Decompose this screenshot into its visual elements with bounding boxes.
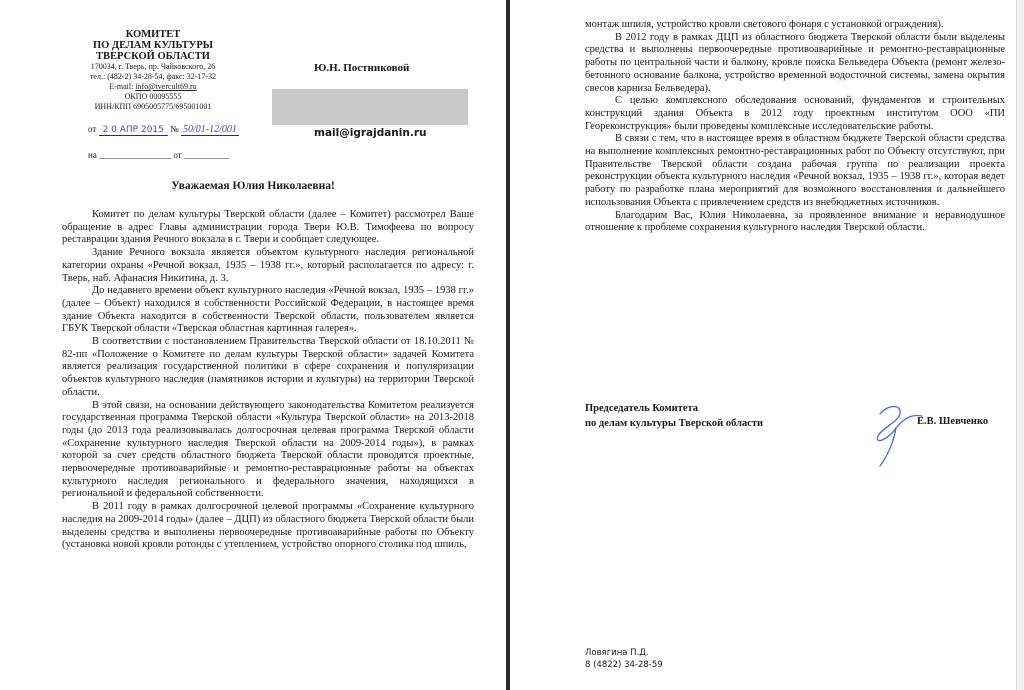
ref-prefix: на <box>88 150 97 160</box>
addressee-name: Ю.Н. Постниковой <box>314 62 410 74</box>
letter-page-1 <box>0 0 506 690</box>
signatory-name: Е.В. Шевченко <box>917 416 989 427</box>
letterhead <box>78 29 228 112</box>
org-okpo: ОКПО 00095555 <box>124 92 182 101</box>
reg-from-label: от <box>88 124 97 134</box>
org-name-line-2: ПО ДЕЛАМ КУЛЬТУРЫ <box>92 40 214 51</box>
redacted-block <box>272 89 468 125</box>
org-email-label: E-mail: <box>109 82 136 91</box>
paragraph: Благодарим Вас, Юлия Николаевна, за проявленное внимание и неравнодушное отношение к проблеме сохранения культурного наследия Тверской области. <box>585 209 1005 234</box>
org-phone: тел.: (482-2) 34-28-54, факс: 32-17-32 <box>89 72 217 81</box>
org-email-link[interactable]: info@tvercult69.ru <box>135 82 197 91</box>
ref-blank-1: ________________ <box>99 150 172 160</box>
letter-page-2 <box>510 0 1024 690</box>
paragraph: Здание Речного вокзала является объектом культурного наследия региональной категории охраны «Речной вокзал, 1935 – 1938 гг.», который располагается по адресу: г. Тверь, наб. Афанасия Никитина, д. 3. <box>62 247 474 284</box>
signatory-title <box>585 401 763 431</box>
signatory-title-line-1: Председатель Комитета <box>585 403 699 414</box>
reg-number-label: № <box>170 124 179 134</box>
paragraph: В связи с тем, что в настоящее время в областном бюджете Тверской области средства на выполнение комплексных ремонтно-реставрационных работ по Объекту отсутствуют, при Правительстве Тверской области создана рабочая группа по реализации проекта реконструкции объекта культурного наследия «Речной вокзал, 1935 – 1938 гг.», которая ведет работу по разработке плана мероприятий для возможного восстановления и дальнейшего использования Объекта с привлечением средств из внебюджетных источников. <box>585 133 1005 208</box>
ref-blank-2: __________ <box>183 150 229 160</box>
letter-body-part-2 <box>585 19 1005 235</box>
org-email <box>78 82 228 92</box>
paragraph: До недавнего времени объект культурного наследия «Речной вокзал, 1935 – 1938 гг.» (далее – Объект) находился в собственности Российской Федерации, в настоящее время здание Объекта находится в собственности Тверской области, пользователем является ГБУК Тверской области «Тверская областная картинная галерея». <box>62 285 474 335</box>
paragraph: В соответствии с постановлением Правительства Тверской области от 18.10.2011 № 82-пп «Положение о Комитете по делам культуры Тверской области» задачей Комитета является реализация государственной политики в сфере сохранения и популяризации объектов культурного наследия (памятников истории и культуры) на территории Тверской области. <box>62 336 474 398</box>
reg-date-stamp: 2 0 АПР 2015 <box>99 125 168 136</box>
executor-phone: 8 (4822) 34-28-59 <box>585 660 663 670</box>
org-address: 170034, г. Тверь, пр. Чайковского, 26 <box>90 62 216 71</box>
reference-line <box>88 150 229 160</box>
paragraph: С целью комплексного обследования оснований, фундаментов и строительных конструкций здания Объекта в 2012 году проектным институтом ООО «ПИ Геореконструкция» были проведены комплексные исследовательские работы. <box>585 95 1005 132</box>
registration-line <box>88 124 239 135</box>
paragraph: В 2012 году в рамках ДЦП из областного бюджета Тверской области были выделены средства и выполнены первоочередные противоаварийные и ремонтно-реставрационные работы по центральной части и балкону, кровле пояска Бельведера Объекта (ремонт железо-бетонного основание балкона, устройство временной водосточной системы, замена окрытия свесов карниза Бельведера). <box>585 31 1005 94</box>
org-inn: ИНН/КПП 6905005775/695001001 <box>94 102 212 111</box>
addressee-email: mail@igrajdanin.ru <box>314 127 427 139</box>
paragraph: Комитет по делам культуры Тверской области (далее – Комитет) рассмотрел Ваше обращение в адрес Главы администрации города Твери Ю.В. Тимофеева по вопросу реставрации здания Речного вокзала в г. Твери и сообщает следующее. <box>62 209 474 246</box>
signatory-title-line-2: по делам культуры Тверской области <box>585 418 764 429</box>
executor-contact <box>585 647 663 671</box>
reg-number-handwritten: 50/01-12/001 <box>182 124 237 135</box>
greeting: Уважаемая Юлия Николаевна! <box>171 180 335 192</box>
viewer-scrollbar-edge <box>1016 0 1024 690</box>
ref-from-label: от <box>173 150 182 160</box>
org-name-line-1: КОМИТЕТ <box>125 29 181 40</box>
paragraph-continuation: монтаж шпиля, устройство кровли светового фонаря с установкой ограждения). <box>585 19 944 30</box>
paragraph: В 2011 году в рамках долгосрочной целевой программы «Сохранение культурного наследия на 2009-2014 годы» (далее – ДЦП) из областного бюджета Тверской области были выделены средства и выполнены первоочередные противоаварийные работы по Объекту (установка новой кровли ротонды с утеплением, устройство опорного столика под шпиль, <box>62 501 474 551</box>
handwritten-signature <box>850 402 930 468</box>
org-name-line-3: ТВЕРСКОЙ ОБЛАСТИ <box>96 51 210 62</box>
paragraph: В этой связи, на основании действующего законодательства Комитетом реализуется государственная программа Тверской области «Культура Тверской области» на 2013-2018 годы (до 2013 года реализовывалась долгосрочная целевая программа Тверской области «Сохранение культурного наследия Тверской области на 2009-2014 годы»), в рамках которой за счет средств областного бюджета Тверской области проводятся проектные, первоочередные противоаварийные и ремонтно-реставрационные работы на объектах культурного наследия регионального и федерального значения, находящихся в региональной и федеральной собственности. <box>62 399 474 500</box>
letter-body-part-1 <box>62 209 474 552</box>
executor-name: Ловягина П.Д. <box>585 648 649 658</box>
